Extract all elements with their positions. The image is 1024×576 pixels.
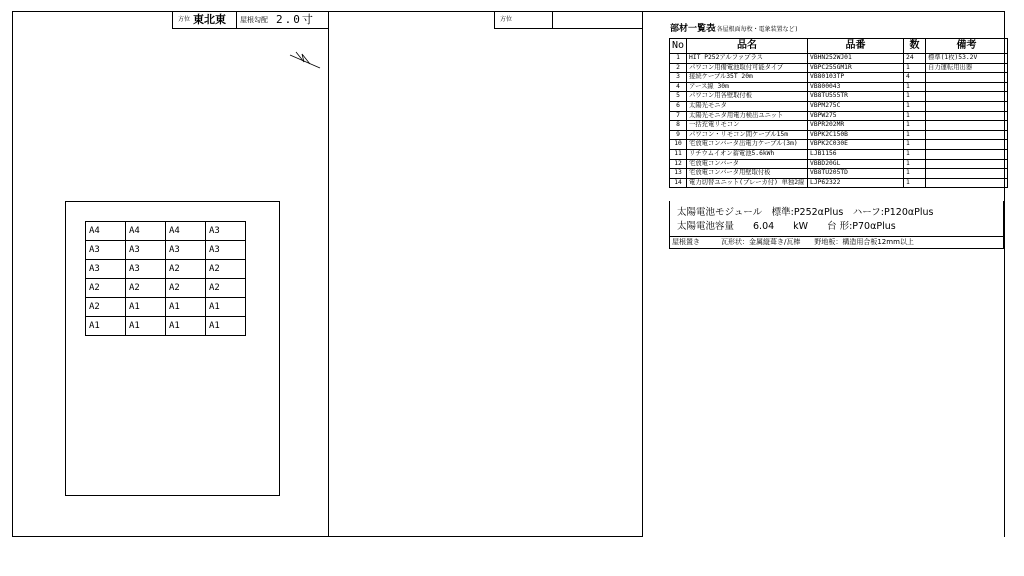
row-no: 4	[670, 82, 687, 92]
item-remarks	[926, 178, 1008, 188]
table-row	[670, 149, 1008, 159]
middle-panel	[329, 11, 643, 537]
item-remarks	[926, 130, 1008, 140]
module-cell: A1	[206, 317, 246, 336]
row-no: 3	[670, 73, 687, 83]
item-qty: 1	[904, 63, 926, 73]
table-row	[670, 54, 1008, 64]
module-cell: A1	[126, 298, 166, 317]
row-no: 8	[670, 121, 687, 131]
col-header-qty: 数	[904, 39, 926, 54]
item-remarks	[926, 73, 1008, 83]
grid-row	[86, 317, 246, 336]
item-qty: 24	[904, 54, 926, 64]
item-name: 宅放電コンバータ用壁取付板	[687, 169, 808, 179]
middle-header-divider	[552, 11, 553, 29]
item-name: 電力切替ユニット(ブレーカ付) 単独2線	[687, 178, 808, 188]
item-name: 宅放電コンバータ	[687, 159, 808, 169]
grid-row	[86, 279, 246, 298]
table-row	[670, 92, 1008, 102]
module-cell: A3	[86, 260, 126, 279]
direction-label: 方位	[178, 16, 191, 23]
table-row	[670, 101, 1008, 111]
item-remarks: 自力運転用出器	[926, 63, 1008, 73]
item-code: VB80103TP	[808, 73, 904, 83]
module-layout-grid	[85, 221, 246, 336]
row-no: 11	[670, 149, 687, 159]
row-no: 12	[670, 159, 687, 169]
north-arrow-icon	[288, 50, 322, 72]
item-code: VBPR202MR	[808, 121, 904, 131]
pitch-value: 2.0寸	[276, 13, 315, 26]
item-code: VBHN252WJ01	[808, 54, 904, 64]
table-row	[670, 63, 1008, 73]
parts-subtitle: (各屋根面毎枚・電象装置など)	[713, 26, 799, 33]
table-row	[670, 121, 1008, 131]
module-cell: A2	[166, 279, 206, 298]
item-name: 宅放電コンバータ出電力ケーブル(3m)	[687, 140, 808, 150]
module-cell: A2	[166, 260, 206, 279]
module-cell: A3	[126, 241, 166, 260]
item-code: VBPK2C150B	[808, 130, 904, 140]
item-remarks	[926, 121, 1008, 131]
item-code: LJB1156	[808, 149, 904, 159]
summary-line-3: 屋根置き 瓦形状：金属縦葺き/瓦棒 野地板：構造用合板12mm以上	[672, 238, 914, 246]
module-cell: A4	[166, 222, 206, 241]
row-no: 1	[670, 54, 687, 64]
item-name: パワコン・リモコン間ケーブル15m	[687, 130, 808, 140]
module-cell: A2	[86, 298, 126, 317]
item-name: HIT P252アルファプラス	[687, 54, 808, 64]
item-remarks	[926, 92, 1008, 102]
item-code: VBBD20GL	[808, 159, 904, 169]
item-code: VB8TU205TD	[808, 169, 904, 179]
item-qty: 1	[904, 178, 926, 188]
table-row	[670, 169, 1008, 179]
module-cell: A1	[166, 298, 206, 317]
item-remarks	[926, 101, 1008, 111]
col-header-remarks: 備考	[926, 39, 1008, 54]
item-qty: 1	[904, 130, 926, 140]
item-name: 一括充電リモコン	[687, 121, 808, 131]
summary-line-2: 太陽電池容量 6.04 kW 台 形:P70αPlus	[677, 221, 896, 232]
module-cell: A3	[166, 241, 206, 260]
item-name: アース線 30m	[687, 82, 808, 92]
row-no: 6	[670, 101, 687, 111]
item-name: リチウムイオン蓄電池5.6kWh	[687, 149, 808, 159]
row-no: 5	[670, 92, 687, 102]
item-qty: 1	[904, 111, 926, 121]
grid-row	[86, 260, 246, 279]
col-header-name: 品名	[687, 39, 808, 54]
left-header-divider	[236, 11, 237, 29]
middle-direction-label: 方位	[500, 16, 513, 23]
item-qty: 1	[904, 82, 926, 92]
table-row	[670, 140, 1008, 150]
row-no: 10	[670, 140, 687, 150]
item-remarks	[926, 159, 1008, 169]
table-row	[670, 111, 1008, 121]
item-name: 太陽光モニタ用電力検出ユニット	[687, 111, 808, 121]
col-header-code: 品番	[808, 39, 904, 54]
module-cell: A1	[206, 298, 246, 317]
row-no: 14	[670, 178, 687, 188]
pitch-label: 屋根勾配	[240, 16, 268, 24]
row-no: 7	[670, 111, 687, 121]
right-panel-top-border	[643, 11, 1005, 12]
table-row	[670, 178, 1008, 188]
item-name: パワコン用備電池取付可能タイプ	[687, 63, 808, 73]
item-qty: 1	[904, 169, 926, 179]
direction-value: 東北東	[193, 13, 226, 26]
summary-divider	[669, 236, 1004, 237]
item-code: VBPW275	[808, 111, 904, 121]
module-cell: A3	[206, 241, 246, 260]
middle-header-box	[494, 11, 643, 29]
item-qty: 1	[904, 140, 926, 150]
table-row	[670, 159, 1008, 169]
table-row	[670, 73, 1008, 83]
item-remarks	[926, 140, 1008, 150]
item-name: パワコン用各壁取付板	[687, 92, 808, 102]
item-code: LJP62322	[808, 178, 904, 188]
item-code: VBPC255GM1R	[808, 63, 904, 73]
item-remarks	[926, 149, 1008, 159]
parts-title: 部材一覧表	[670, 24, 716, 34]
grid-row	[86, 241, 246, 260]
grid-row	[86, 222, 246, 241]
module-cell: A1	[86, 317, 126, 336]
item-code: VB800043	[808, 82, 904, 92]
item-code: VBPM275C	[808, 101, 904, 111]
item-code: VBPK2C030E	[808, 140, 904, 150]
table-row	[670, 82, 1008, 92]
module-cell: A4	[126, 222, 166, 241]
table-row	[670, 130, 1008, 140]
item-remarks	[926, 82, 1008, 92]
row-no: 13	[670, 169, 687, 179]
item-qty: 1	[904, 121, 926, 131]
item-qty: 4	[904, 73, 926, 83]
grid-row	[86, 298, 246, 317]
item-remarks: 標準(1枚)53.2V	[926, 54, 1008, 64]
module-cell: A2	[126, 279, 166, 298]
item-qty: 1	[904, 159, 926, 169]
module-cell: A3	[86, 241, 126, 260]
item-name: 太陽光モニタ	[687, 101, 808, 111]
col-header-no: No	[670, 39, 687, 54]
parts-table	[669, 38, 1008, 188]
module-cell: A3	[126, 260, 166, 279]
module-cell: A1	[126, 317, 166, 336]
item-name: 接続ケーブル35T 20m	[687, 73, 808, 83]
module-cell: A4	[86, 222, 126, 241]
module-cell: A3	[206, 222, 246, 241]
row-no: 9	[670, 130, 687, 140]
item-remarks	[926, 169, 1008, 179]
item-remarks	[926, 111, 1008, 121]
item-qty: 1	[904, 101, 926, 111]
item-code: VB8TU555TR	[808, 92, 904, 102]
item-qty: 1	[904, 92, 926, 102]
module-cell: A2	[206, 279, 246, 298]
module-cell: A2	[206, 260, 246, 279]
item-qty: 1	[904, 149, 926, 159]
summary-line-1: 太陽電池モジュール 標準:P252αPlus ハーフ:P120αPlus	[677, 207, 934, 218]
module-cell: A2	[86, 279, 126, 298]
row-no: 2	[670, 63, 687, 73]
module-cell: A1	[166, 317, 206, 336]
